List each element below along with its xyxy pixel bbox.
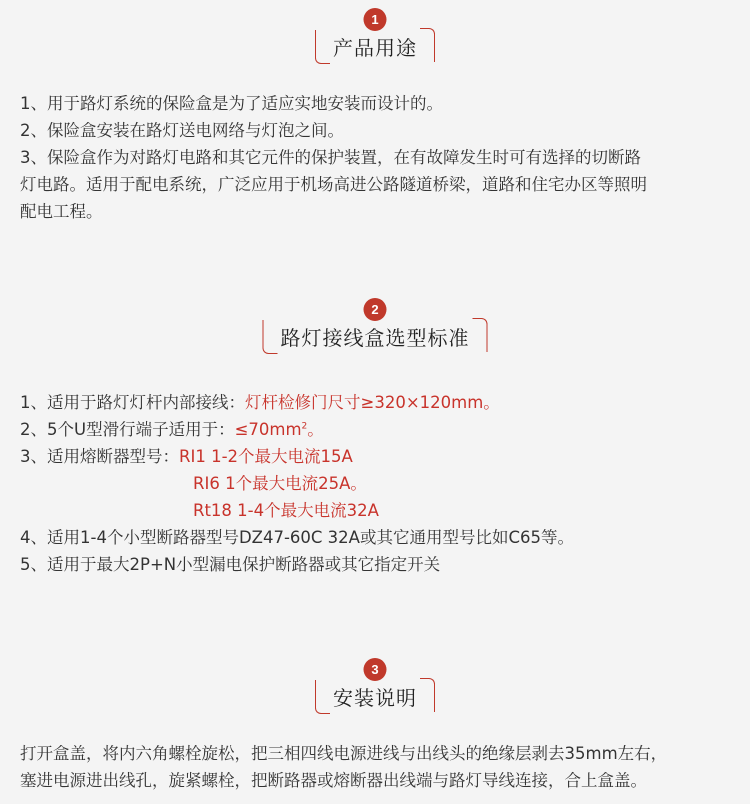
bracket-left-decoration <box>315 680 330 714</box>
selection-item-5: 5、适用于最大2P+N小型漏电保护断路器或其它指定开关 <box>20 555 441 574</box>
section-header-selection <box>0 298 750 368</box>
section-header-usage <box>0 8 750 78</box>
section-title: 路灯接线盒选型标准 <box>280 325 470 350</box>
section-number-badge: 3 <box>364 658 387 681</box>
install-line: 打开盒盖，将内六角螺栓旋松，把三相四线电源进线与出线头的绝缘层剥去35mm左右， <box>20 744 668 763</box>
bracket-left-decoration <box>263 320 278 354</box>
usage-line: 3、保险盒作为对路灯电路和其它元件的保护装置，在有故障发生时可有选择的切断路 <box>20 148 641 167</box>
bracket-left-decoration <box>315 30 330 64</box>
usage-line: 灯电路。适用于配电系统，广泛应用于机场高进公路隧道桥梁，道路和住宅办区等照明 <box>20 175 647 194</box>
fuse-spec: RI1 1-2个最大电流15A <box>179 447 353 466</box>
section-title: 产品用途 <box>333 35 417 60</box>
superscript: 2 <box>301 421 308 432</box>
item-highlight: 灯杆检修门尺寸≥320×120mm。 <box>245 393 500 412</box>
usage-line: 1、用于路灯系统的保险盒是为了适应实地安装而设计的。 <box>20 94 443 113</box>
fuse-spec: Rt18 1-4个最大电流32A <box>193 501 379 520</box>
usage-line: 配电工程。 <box>20 202 103 221</box>
selection-item-2 <box>20 416 735 443</box>
selection-item-1 <box>20 389 735 416</box>
install-line: 塞进电源进出线孔，旋紧螺栓，把断路器或熔断器出线端与路灯导线连接，合上盒盖。 <box>20 771 647 790</box>
item-highlight <box>235 420 324 439</box>
selection-item-3 <box>20 443 735 470</box>
section-title-box <box>315 678 435 714</box>
item-highlight-suffix: 。 <box>307 420 324 439</box>
item-highlight-value: ≤70mm <box>234 420 302 439</box>
selection-item-4: 4、适用1-4个小型断路器型号DZ47-60C 32A或其它通用型号比如C65等。 <box>20 528 574 547</box>
selection-text-block <box>20 389 735 578</box>
item-text: 3、适用熔断器型号： <box>20 447 179 466</box>
usage-line: 2、保险盒安装在路灯送电网络与灯泡之间。 <box>20 121 344 140</box>
section-header-install <box>0 658 750 728</box>
bracket-right-decoration <box>473 318 488 352</box>
bracket-right-decoration <box>420 28 435 62</box>
fuse-spec: RI6 1个最大电流25A。 <box>193 474 367 493</box>
item-text: 2、5个U型滑行端子适用于： <box>20 420 235 439</box>
section-number-badge: 1 <box>364 8 387 31</box>
section-title: 安装说明 <box>333 685 417 710</box>
section-title-box <box>263 318 488 354</box>
usage-text-block <box>20 90 735 225</box>
install-text-block <box>20 740 735 794</box>
section-number-badge: 2 <box>364 298 387 321</box>
bracket-right-decoration <box>420 678 435 712</box>
item-text: 1、适用于路灯灯杆内部接线： <box>20 393 245 412</box>
section-title-box <box>315 28 435 64</box>
